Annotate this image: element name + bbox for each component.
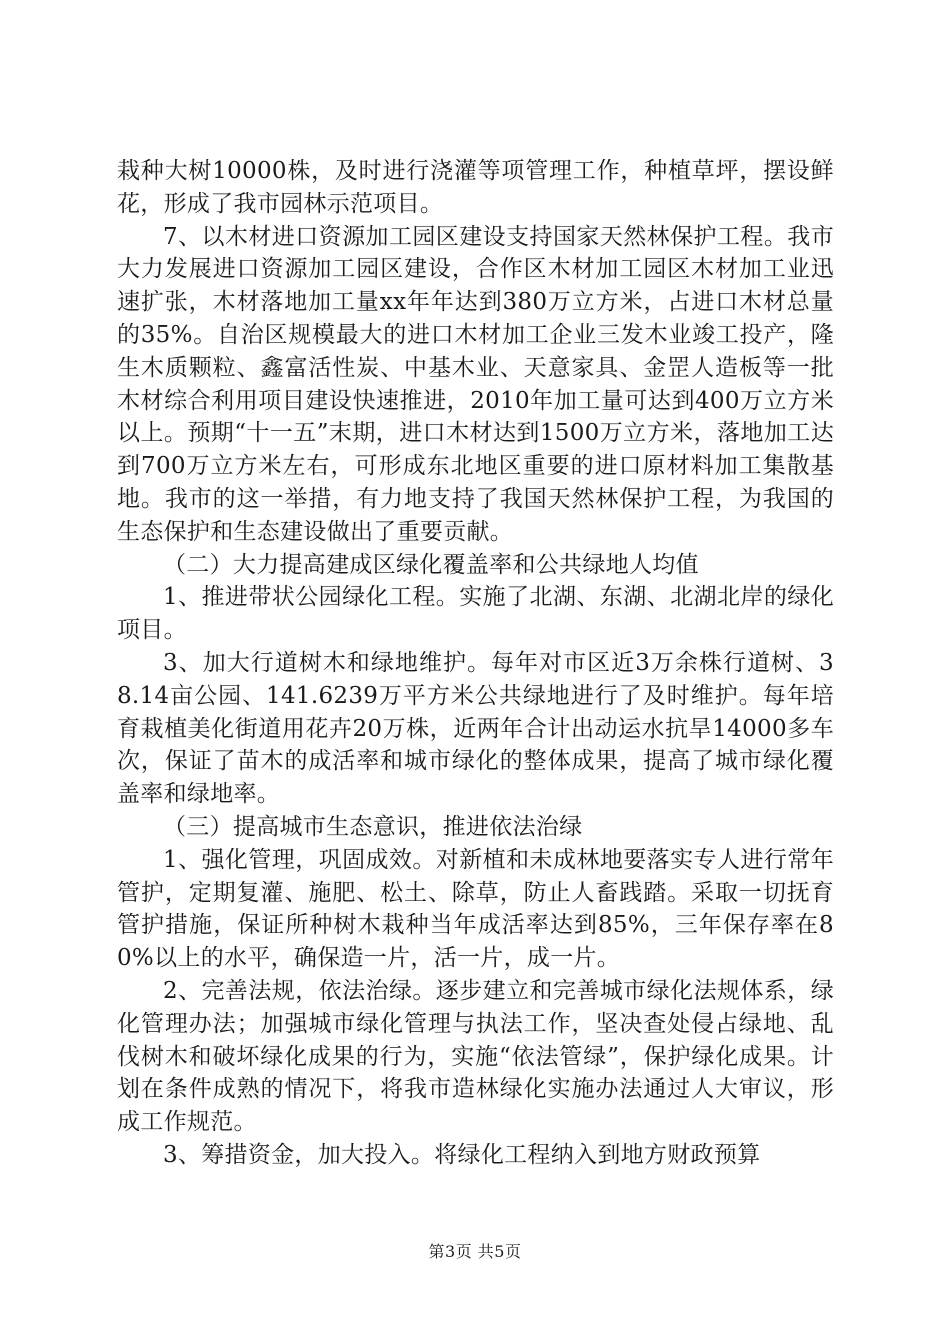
paragraph-continued: 栽种大树10000株，及时进行浇灌等项管理工作，种植草坪，摆设鲜花，形成了我市园林示范项目。 bbox=[117, 158, 834, 217]
document-body bbox=[117, 155, 834, 1172]
section-heading-2: （二）大力提高建成区绿化覆盖率和公共绿地人均值 bbox=[163, 551, 699, 578]
paragraph-street-trees: 3、加大行道树木和绿地维护。每年对市区近3万余株行道树、38.14亩公园、141.6239万平方米公共绿地进行了及时维护。每年培育栽植美化街道用花卉20万株，近两年合计出动运水抗旱14000多车次，保证了苗木的成活率和城市绿化的整体成果，提高了城市绿化覆盖率和绿地率。 bbox=[117, 649, 834, 808]
paragraph-funding: 3、筹措资金，加大投入。将绿化工程纳入到地方财政预算 bbox=[163, 1141, 761, 1168]
paragraph-regulations: 2、完善法规，依法治绿。逐步建立和完善城市绿化法规体系，绿化管理办法；加强城市绿化管理与执法工作，坚决查处侵占绿地、乱伐树木和破坏绿化成果的行为，实施“依法管绿”，保护绿化成果。计划在条件成熟的情况下，将我市造林绿化实施办法通过人大审议，形成工作规范。 bbox=[117, 977, 834, 1136]
page-number-footer: 第3页 共5页 bbox=[428, 1242, 522, 1261]
section-heading-3: （三）提高城市生态意识，推进依法治绿 bbox=[163, 813, 583, 840]
paragraph-wood-processing: 7、以木材进口资源加工园区建设支持国家天然林保护工程。我市大力发展进口资源加工园区建设，合作区木材加工园区木材加工业迅速扩张，木材落地加工量xx年年达到380万立方米，占进口木材总量的35%。自治区规模最大的进口木材加工企业三发木业竣工投产，隆生木质颗粒、鑫富活性炭、中基木业、天意家具、金罡人造板等一批木材综合利用项目建设快速推进，2010年加工量可达到400万立方米以上。预期“十一五”末期，进口木材达到1500万立方米，落地加工达到700万立方米左右，可形成东北地区重要的进口原材料加工集散基地。我市的这一举措，有力地支持了我国天然林保护工程，为我国的生态保护和生态建设做出了重要贡献。 bbox=[117, 223, 834, 545]
paragraph-management: 1、强化管理，巩固成效。对新植和未成林地要落实专人进行常年管护，定期复灌、施肥、松土、除草，防止人畜践踏。采取一切抚育管护措施，保证所种树木栽种当年成活率达到85%，三年保存率在80%以上的水平，确保造一片，活一片，成一片。 bbox=[117, 846, 834, 972]
paragraph-belt-park: 1、推进带状公园绿化工程。实施了北湖、东湖、北湖北岸的绿化项目。 bbox=[117, 584, 834, 644]
